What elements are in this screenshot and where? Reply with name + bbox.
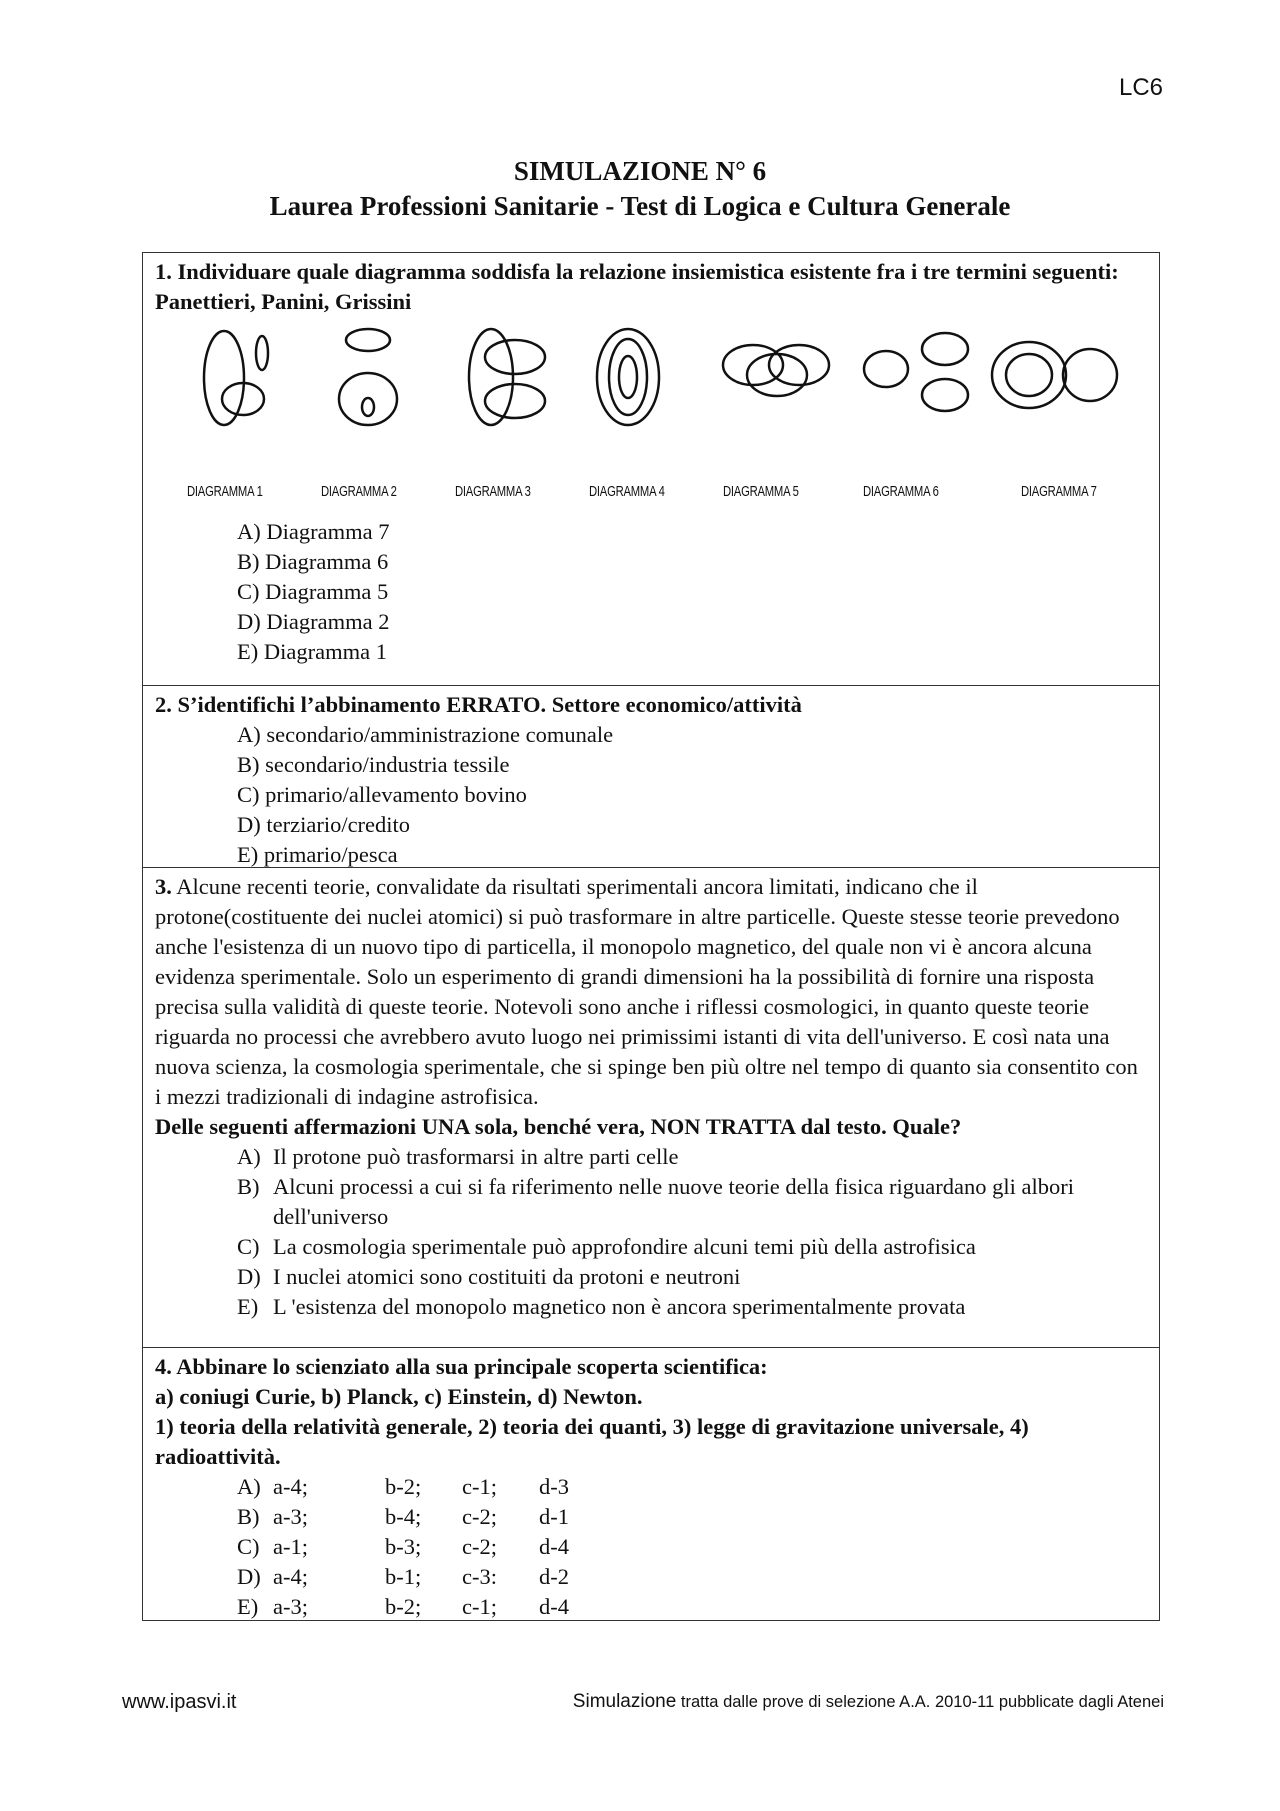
option-letter: B) <box>237 1174 260 1199</box>
question-4-discoveries: 1) teoria della relatività generale, 2) teoria dei quanti, 3) legge di gravitazione universale, 4) radioattività. <box>155 1414 1029 1469</box>
diagram-4-shape <box>597 329 659 425</box>
question-3-text: Alcune recenti teorie, convalidate da risultati sperimentali ancora limitati, indicano che il protone(costituente dei nuclei atomici) si può trasformare in altre particelle. Queste stesse teorie prevedono anche l'esistenza di un nuovo tipo di particella, il monopolo magnetico, del quale non vi è ancora alcuna evidenza sperimentale. Solo un esperimento di grandi dimensioni ha la possibilità di fornire una risposta precisa sulla validità di queste teorie. Notevoli sono anche i riflessi cosmologici, in quanto queste teorie riguarda no processi che avrebbero avuto luogo nei primissimi istanti di vita dell'universo. E così nata una nuova scienza, la cosmologia sperimentale, che si spinge ben più oltre nel tempo di quanto sia consentito con i mezzi tradizionali di indagine astrofisica. <box>155 874 1138 1109</box>
pair-b: b-2; <box>385 1594 422 1619</box>
question-3 <box>142 867 1160 1347</box>
option-e: E) primario/pesca <box>237 842 398 867</box>
option-b: B) Diagramma 6 <box>237 549 389 574</box>
option-b <box>155 1502 1147 1532</box>
footer-source-main: Simulazione <box>572 1691 677 1712</box>
diagram-label-4: DIAGRAMMA 4 <box>589 483 665 500</box>
pair-c: c-2; <box>462 1534 497 1559</box>
option-b <box>155 1172 1147 1232</box>
diagram-label-6: DIAGRAMMA 6 <box>863 483 939 500</box>
footer-source-detail: tratta dalle prove di selezione A.A. 2010-11 pubblicate dagli Atenei <box>676 1693 1164 1711</box>
option-letter: D) <box>237 1564 261 1589</box>
diagram-label-1: DIAGRAMMA 1 <box>187 483 263 500</box>
pair-b: b-1; <box>385 1564 422 1589</box>
option-a <box>155 1472 1147 1502</box>
option-c <box>155 1532 1147 1562</box>
pair-a: a-4; <box>273 1564 308 1589</box>
diagram-label-5: DIAGRAMMA 5 <box>723 483 799 500</box>
option-letter: B) <box>237 1504 260 1529</box>
diagrams-drawing <box>155 323 1155 473</box>
question-2-text: 2. S’identifichi l’abbinamento ERRATO. Settore economico/attività <box>155 692 802 717</box>
option-text: Il protone può trasformarsi in altre parti celle <box>273 1144 679 1169</box>
option-text: I nuclei atomici sono costituiti da protoni e neutroni <box>273 1264 741 1289</box>
pair-a: a-3; <box>273 1504 308 1529</box>
pair-b: b-2; <box>385 1474 422 1499</box>
page-title: SIMULAZIONE N° 6 <box>513 156 767 186</box>
option-b: B) secondario/industria tessile <box>237 752 510 777</box>
question-4-text: 4. Abbinare lo scienziato alla sua principale scoperta scientifica: <box>155 1354 768 1379</box>
option-letter: D) <box>237 1264 261 1289</box>
option-e <box>155 1592 1147 1622</box>
option-text: Alcuni processi a cui si fa riferimento nelle nuove teorie della fisica riguardano gli albori dell'universo <box>273 1174 1074 1229</box>
diagrams-figure <box>155 323 1147 517</box>
pair-a: a-1; <box>273 1534 308 1559</box>
question-3-question: Delle seguenti affermazioni UNA sola, benché vera, NON TRATTA dal testo. Quale? <box>155 1114 962 1139</box>
pair-b: b-3; <box>385 1534 422 1559</box>
option-e: E) Diagramma 1 <box>237 639 387 664</box>
diagram-label-7: DIAGRAMMA 7 <box>1021 483 1097 500</box>
question-2 <box>142 685 1160 867</box>
option-letter: E) <box>237 1294 259 1319</box>
diagram-7-shape <box>992 342 1117 408</box>
pair-c: c-2; <box>462 1504 497 1529</box>
question-4-scientists: a) coniugi Curie, b) Planck, c) Einstein, d) Newton. <box>155 1384 643 1409</box>
pair-d: d-3 <box>539 1474 569 1499</box>
pair-d: d-1 <box>539 1504 569 1529</box>
option-a: A) Diagramma 7 <box>237 519 390 544</box>
option-text: L 'esistenza del monopolo magnetico non è ancora sperimentalmente provata <box>273 1294 966 1319</box>
option-letter: E) <box>237 1594 259 1619</box>
option-c: C) Diagramma 5 <box>237 579 389 604</box>
option-letter: C) <box>237 1534 260 1559</box>
option-d <box>155 1262 1147 1292</box>
pair-a: a-4; <box>273 1474 308 1499</box>
diagram-6-shape <box>864 333 968 411</box>
option-e <box>155 1292 1147 1322</box>
option-text: La cosmologia sperimentale può approfondire alcuni temi più della astrofisica <box>273 1234 976 1259</box>
option-c <box>155 1232 1147 1262</box>
pair-c: c-1; <box>462 1594 497 1619</box>
page-code: LC6 <box>1118 74 1163 101</box>
question-4 <box>142 1347 1160 1621</box>
option-d: D) terziario/credito <box>237 812 411 837</box>
option-d <box>155 1562 1147 1592</box>
option-a: A) secondario/amministrazione comunale <box>237 722 614 747</box>
pair-b: b-4; <box>385 1504 422 1529</box>
pair-d: d-4 <box>539 1534 569 1559</box>
question-2-options <box>155 720 1147 870</box>
diagram-3-shape <box>469 329 545 425</box>
diagram-label-3: DIAGRAMMA 3 <box>455 483 531 500</box>
option-a <box>155 1142 1147 1172</box>
option-letter: A) <box>237 1474 261 1499</box>
question-1-text: 1. Individuare quale diagramma soddisfa la relazione insiemistica esistente fra i tre termini seguenti: Panettieri, Panini, Grissini <box>155 259 1119 314</box>
question-1 <box>142 252 1160 685</box>
pair-c: c-1; <box>462 1474 497 1499</box>
question-3-passage <box>155 872 1147 1112</box>
footer-website[interactable]: www.ipasvi.it <box>122 1691 237 1713</box>
pair-a: a-3; <box>273 1594 308 1619</box>
pair-c: c-3: <box>462 1564 497 1589</box>
pair-d: d-2 <box>539 1564 569 1589</box>
pair-d: d-4 <box>539 1594 569 1619</box>
diagram-label-2: DIAGRAMMA 2 <box>321 483 397 500</box>
option-letter: A) <box>237 1144 261 1169</box>
option-letter: C) <box>237 1234 260 1259</box>
diagram-5-shape <box>723 345 829 396</box>
question-3-number: 3. <box>155 874 172 899</box>
diagram-1-shape <box>204 331 268 425</box>
diagram-2-shape <box>339 329 397 425</box>
option-c: C) primario/allevamento bovino <box>237 782 527 807</box>
option-d: D) Diagramma 2 <box>237 609 390 634</box>
page-subtitle: Laurea Professioni Sanitarie - Test di Logica e Cultura Generale <box>269 191 1011 221</box>
question-1-options <box>155 517 1147 667</box>
footer-source-note <box>573 1691 1164 1713</box>
